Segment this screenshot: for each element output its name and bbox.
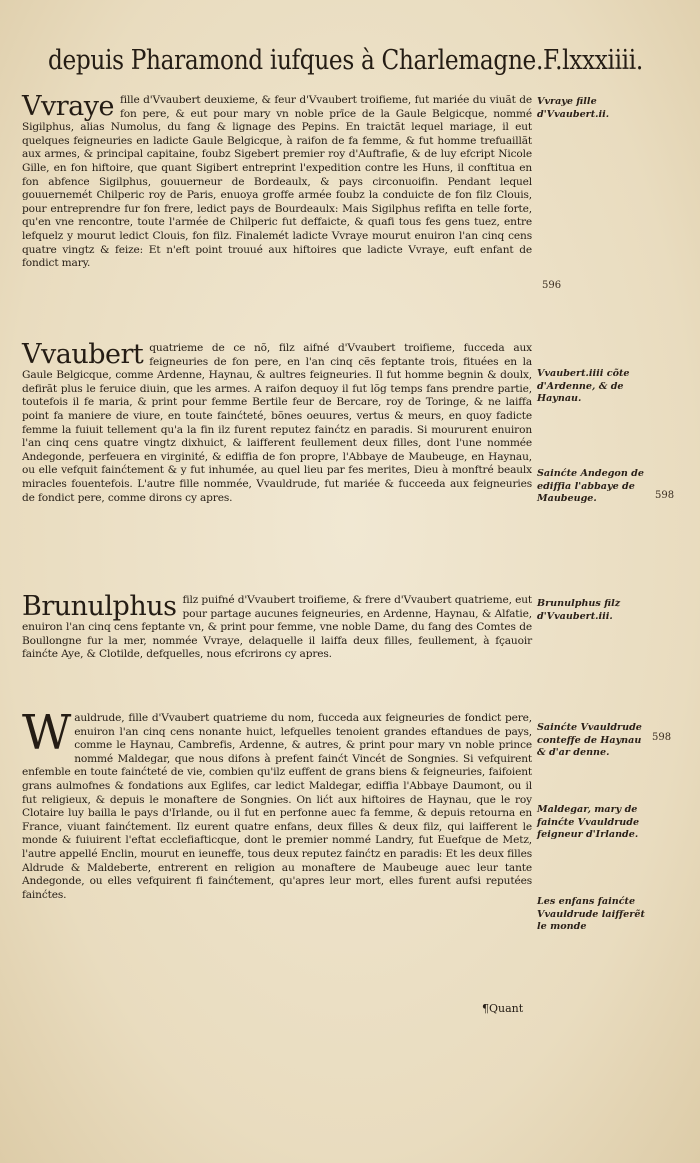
section-vvauldrude	[22, 705, 532, 902]
margin-note: Vvraye fille d'Vvaubert.ii.	[537, 96, 610, 120]
section-heading: Vvaubert	[22, 339, 144, 370]
section-paragraph	[22, 339, 532, 505]
section-paragraph	[22, 591, 532, 662]
section-text: fille d'Vvaubert deuxieme, & feur d'Vvaubert troifieme, fut mariée du viuãt de fon pere, & eut pour mary vn noble prīce de la Gaule Belgicque, nommé Sigilphus, alias Numolus, du fang & lignage des Pepins. En traictãt lequel mariage, il eut quelques feigneuries en ladicte Gaule Belgicque, à raifon de fa femme, & fut homme trefuaillãt aux armes, & principal capitaine, foubz Sigebert premier roy d'Auftrafie, & de luy efcript Nicole Gille, en fon hiftoire, que quant Sigibert entreprint l'expedition contre les Huns, il conftitua en fon abfence Sigilphus, gouuerneur de Bordeaulx, & pays circonuoifin. Pendant lequel gouuernemét Chilperic roy de Paris, enuoya groffe armée foubz la conduicte de fon filz Clouis, pour entreprendre fur fon frere, ledict pays de Bourdeaulx: Mais Sigilphus refifta en telle forte, qu'en vne rencontre, toute l'armée de Chilperic fut deffaicte, & quafi tous fes gens tuez, entre lefquelz y mourut ledict Clouis, fon filz. Finalemét ladicte Vvraye mourut enuiron l'an cinq cens quatre vingtz & feize: Et n'eft point trouué aux hiftoires que ladicte Vvraye, euft enfant de fondict mary.	[22, 94, 532, 270]
section-paragraph	[22, 91, 532, 271]
section-brunulphus	[22, 591, 532, 662]
handwritten-mark: 598	[652, 732, 672, 743]
margin-note: Les enfans fainćte Vvauldrude laifferẽt le monde	[537, 896, 645, 932]
section-heading: Vvraye	[22, 91, 114, 122]
margin-note: Vvaubert.iiii cõte d'Ardenne, & de Haynau.	[537, 368, 630, 404]
section-text: filz puifné d'Vvaubert troifieme, & frere d'Vvaubert quatrieme, eut pour partage aucunes feigneuries, en Ardenne, Haynau, & Alfatie, enuiron l'an cinq cens feptante vn, & print pour femme, vne noble Dame, du fang des Comtes de Boullongne fur la mer, nommée Vvraye, delaquelle il laiffa deux filles, feullement, à fçauoir fainćte Aye, & Clotilde, defquelles, nous efcrirons cy apres.	[22, 594, 532, 661]
handwritten-mark: 596	[542, 280, 562, 291]
section-text: quatrieme de ce nõ, filz aifné d'Vvaubert troifieme, fucceda aux feigneuries de fon pere, en l'an cinq cẽs feptante trois, fituées en la Gaule Belgicque, comme Ardenne, Haynau, & aultres feigneuries. Il fut homme begnin & doulx, defirãt plus le feruice diuin, que les armes. A raifon dequoy il fut lõg temps fans prendre partie, toutefois il fe maria, & print pour femme Bertile feur de Bercare, roy de Toringe, & ne laiffa point fa maniere de viure, en toute fainćteté, bõnes oeuures, vertus & meurs, en quoy fadicte femme la fuiuit tellement qu'a la fin ilz furent reputez fainćtz en paradis. Si moururent enuiron l'an cinq cens quatre vingtz dixhuict, & laifferent feullement deux filles, dont l'une nommée Andegonde, perfeuera en virginité, & ediffia de fon propre, l'Abbaye de Maubeuge, en Haynau, ou elle vefquit fainćtement & y fut inhumée, au quel lieu par fes merites, Dieu à monftré beaulx miracles fouentefois. L'autre fille nommée, Vvauldrude, fut mariée & fucceeda aux feigneuries de fondict pere, comme dirons cy apres.	[22, 342, 532, 504]
handwritten-mark: 598	[655, 490, 675, 501]
page-header: depuis Pharamond iufques à Charlemagne.F.lxxxiiii.	[48, 45, 643, 76]
margin-note: Maldegar, mary de fainćte Vvauldrude feigneur d'Irlande.	[537, 804, 640, 840]
section-vvaubert	[22, 339, 532, 505]
margin-note: Sainćte Andegon de ediffia l'abbaye de Maubeuge.	[537, 468, 644, 504]
margin-note: Sainćte Vvauldrude conteffe de Haynau & d'ar denne.	[537, 722, 642, 758]
section-vvraye	[22, 91, 532, 271]
section-heading: Brunulphus	[22, 591, 177, 622]
margin-note: Brunulphus filz d'Vvaubert.iii.	[537, 598, 621, 622]
catchword: ¶Quant	[482, 1002, 524, 1015]
section-paragraph	[22, 705, 532, 902]
section-text: auldrude, fille d'Vvaubert quatrieme du nom, fucceda aux feigneuries de fondict pere, enuiron l'an cinq cens nonante huict, lefquelles tenoient grandes eftandues de pays, comme le Haynau, Cambrefis, Ardenne, & autres, & print pour mary vn noble prince nommé Maldegar, que nous difons à prefent fainćt Vincét de Songnies. Si vefquirent enfemble en toute fainćteté de vie, combien qu'ilz euffent de grans biens & feigneuries, faifoient grans aulmofnes & fondations aux Eglifes, car ledict Maldegar, ediffia l'Abbaye Daumont, ou il fut religieux, & depuis le monaftere de Songnies. On lićt aux hiftoires de Haynau, que le roy Clotaire luy bailla le pays d'Irlande, ou il fut en perfonne auec fa femme, & depuis retourna en France, viuant fainćtement. Ilz eurent quatre enfans, deux filles & deux filz, qui laifferent le monde & fuiuirent l'eftat ecclefiafticque, dont le premier nommé Landry, fut Euefque de Metz, l'autre appellé Enclin, mourut en ieuneffe, tous deux reputez fainćtz en paradis: Et les deux filles Aldrude & Maldeberte, entrerent en religion au monaftere de Maubeuge auec leur tante Andegonde, ou elles vefquirent fi fainćtement, qu'apres leur mort, elles furent aufsi reputées fainćtes.	[22, 712, 532, 901]
drop-cap: W	[22, 705, 72, 761]
